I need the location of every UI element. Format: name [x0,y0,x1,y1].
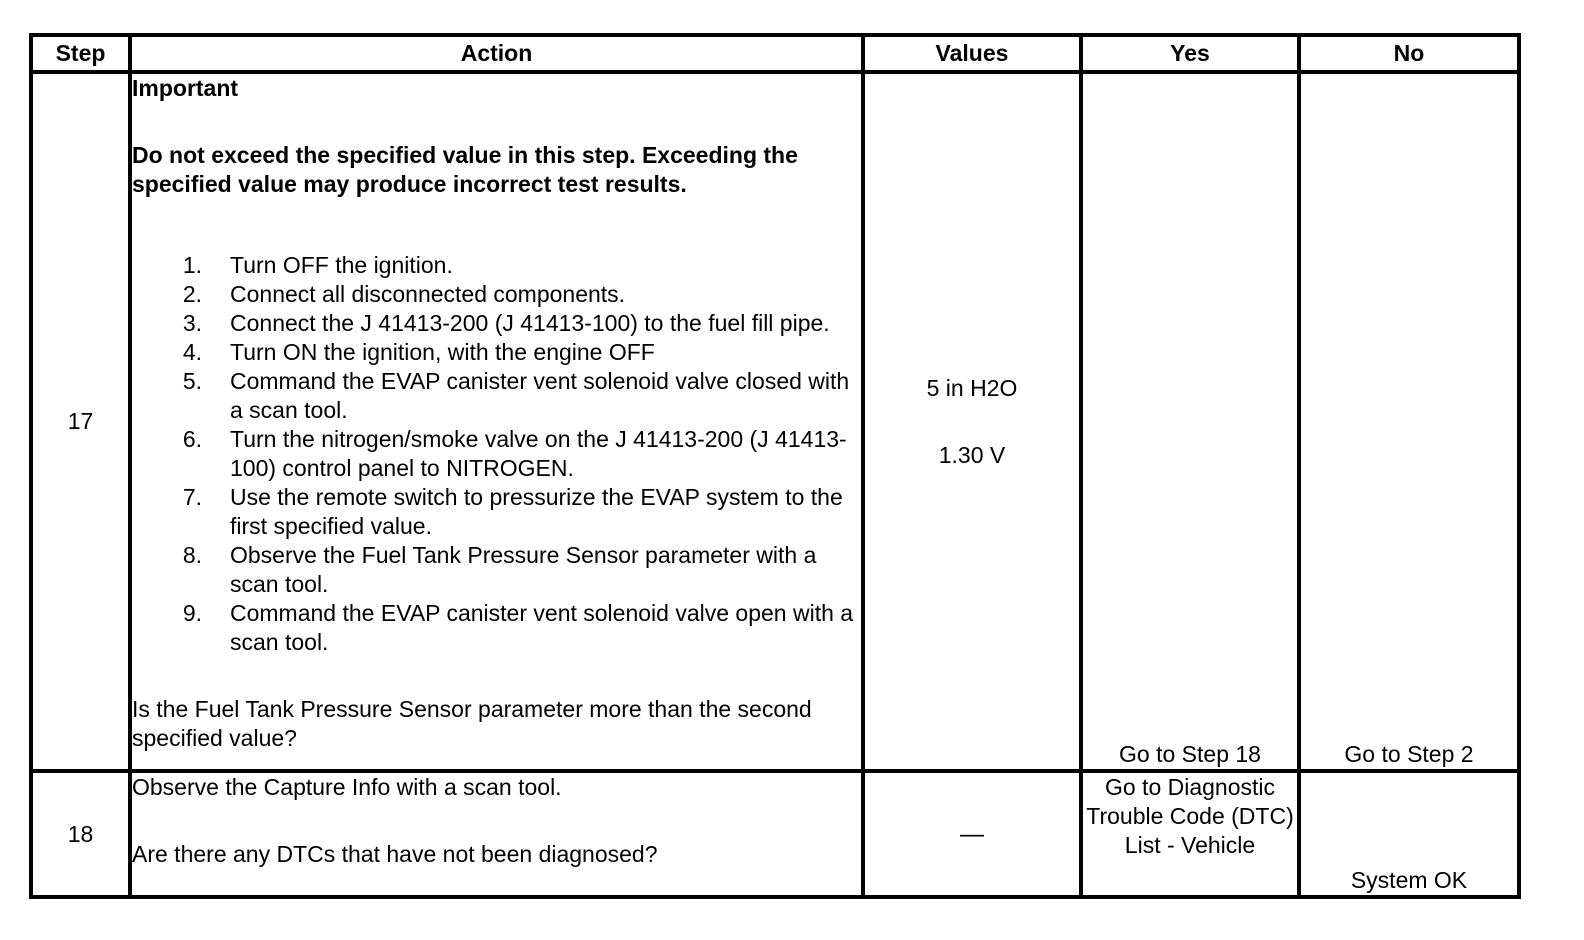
list-item [132,338,861,367]
list-item-text: Turn ON the ignition, with the engine OFF [230,339,655,365]
no-cell: System OK [1299,771,1519,897]
list-item-text: Command the EVAP canister vent solenoid valve open with a scan tool. [230,600,854,655]
list-item-number: 7. [182,484,202,510]
list-item-number: 2. [182,281,202,307]
list-item-number: 8. [182,542,202,568]
header-action: Action [130,35,863,72]
header-step: Step [31,35,130,72]
diagnostic-table [29,33,1521,899]
important-heading: Important [132,75,239,101]
list-item [132,367,861,425]
values-block [865,374,1079,470]
step-number: 18 [31,771,130,897]
value-none: — [960,820,984,848]
header-no: No [1299,35,1519,72]
question-text: Are there any DTCs that have not been diagnosed? [132,841,658,867]
list-item-text: Observe the Fuel Tank Pressure Sensor parameter with a scan tool. [230,542,817,597]
list-item [132,599,861,657]
header-values: Values [863,35,1081,72]
yes-cell: Go to Diagnostic Trouble Code (DTC) List - Vehicle [1081,771,1299,897]
list-item [132,280,861,309]
action-instruction: Observe the Capture Info with a scan tool. [132,774,562,800]
list-item-number: 9. [182,600,202,626]
list-item [132,541,861,599]
list-item-text: Use the remote switch to pressurize the EVAP system to the first specified value. [230,484,843,539]
procedure-list [132,251,861,657]
list-item-text: Connect the J 41413-200 (J 41413-100) to the fuel fill pipe. [230,310,830,336]
list-item [132,309,861,338]
list-item-text: Connect all disconnected components. [230,281,626,307]
table-row-step-18 [31,771,1519,897]
list-item-number: 6. [182,426,202,452]
step-number: 17 [31,72,130,771]
list-item-number: 3. [182,310,202,336]
value-voltage: 1.30 V [938,441,1006,468]
values-cell [863,72,1081,771]
list-item [132,251,861,280]
question-text: Is the Fuel Tank Pressure Sensor parameter more than the second specified value? [132,696,812,751]
warning-text: Do not exceed the specified value in this step. Exceeding the specified value may produce incorrect test results. [132,142,798,197]
list-item-text: Turn OFF the ignition. [230,252,453,278]
list-item [132,483,861,541]
header-row [31,35,1519,72]
list-item-number: 4. [182,339,202,365]
list-item-text: Command the EVAP canister vent solenoid valve closed with a scan tool. [230,368,850,423]
values-cell [863,771,1081,897]
table-row-step-17 [31,72,1519,771]
list-item [132,425,861,483]
header-yes: Yes [1081,35,1299,72]
value-pressure: 5 in H2O [926,374,1018,401]
no-cell: Go to Step 2 [1299,72,1519,771]
action-cell [130,72,863,771]
action-cell [130,771,863,897]
yes-cell: Go to Step 18 [1081,72,1299,771]
list-item-number: 5. [182,368,202,394]
list-item-number: 1. [182,252,202,278]
list-item-text: Turn the nitrogen/smoke valve on the J 41413-200 (J 41413-100) control panel to NITROGEN. [230,426,847,481]
